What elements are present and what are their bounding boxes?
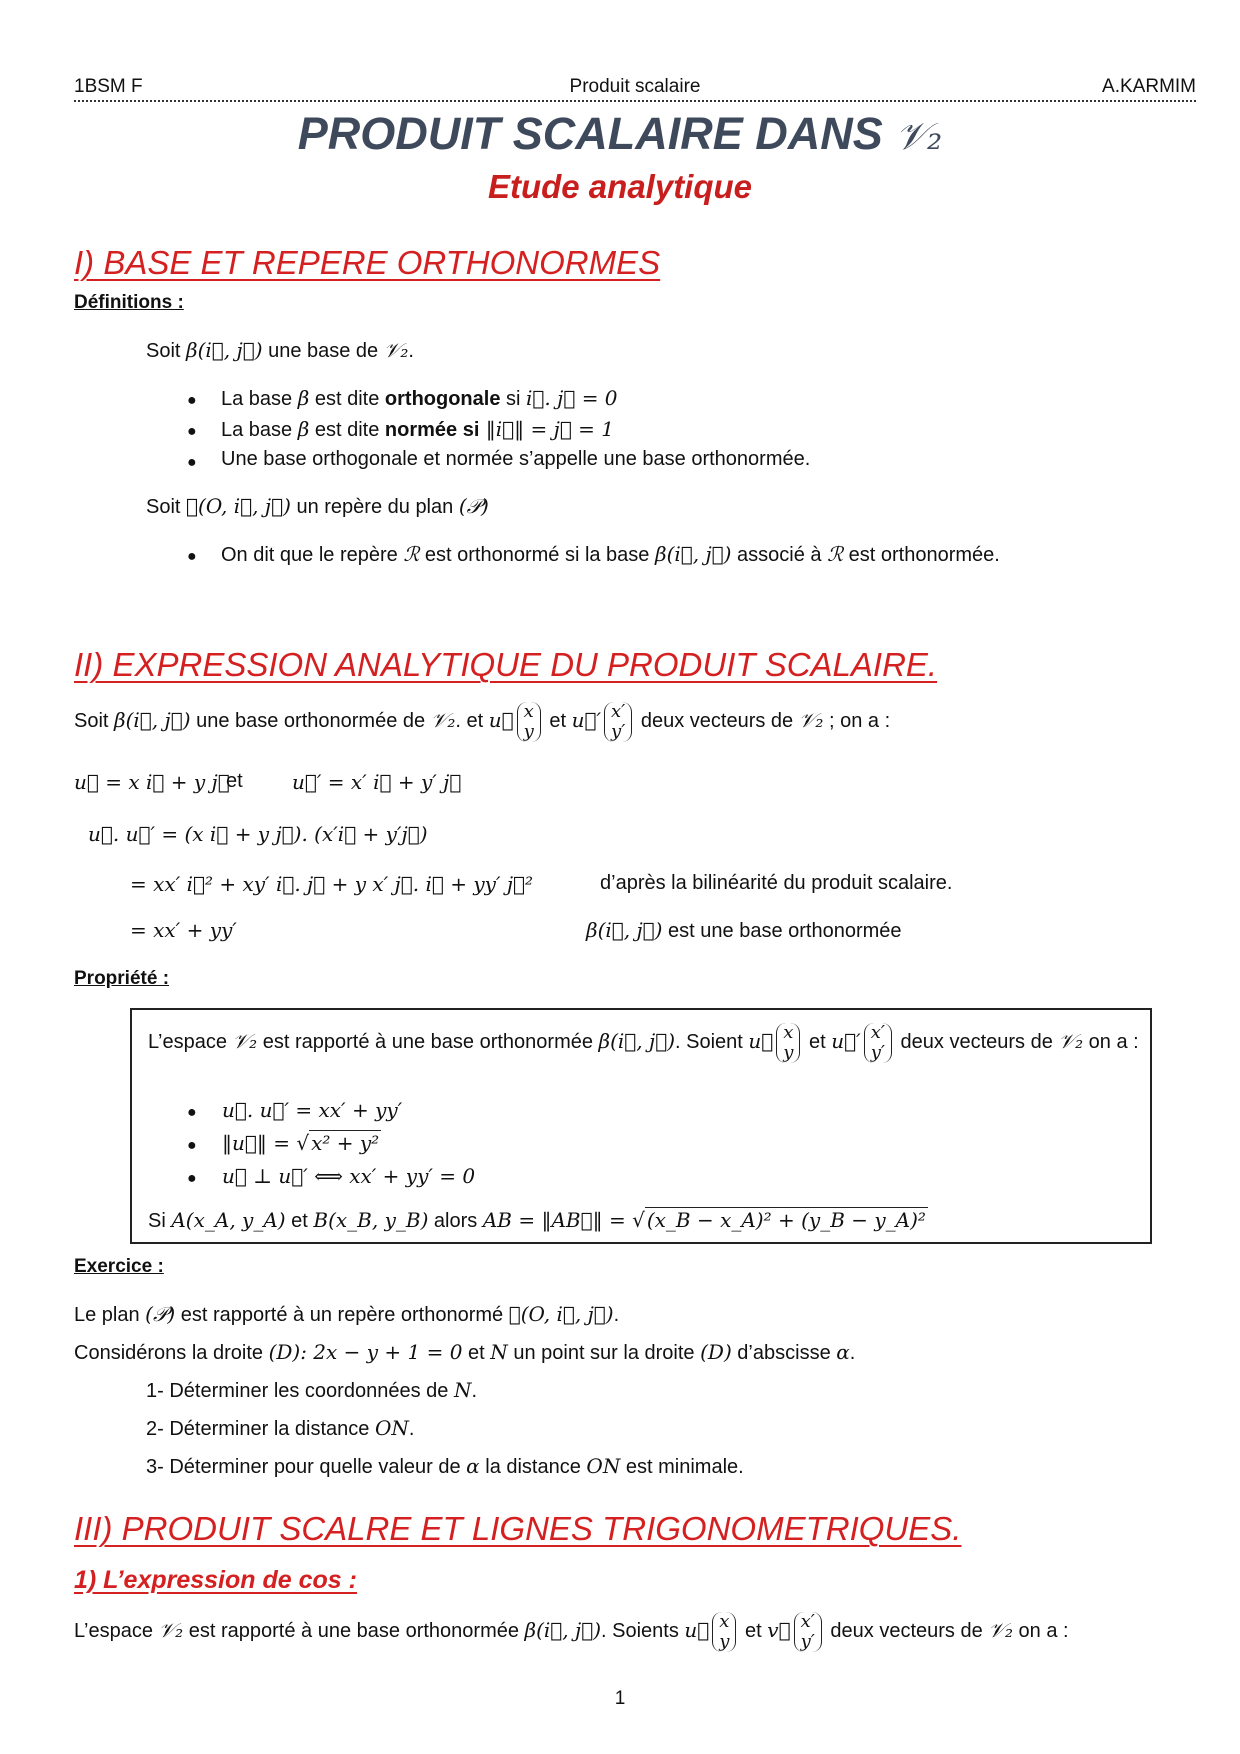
exercise-line-2: Considérons la droite (D): 2x − y + 1 = 0 et N un point sur la droite (D) d’abscisse α. (74, 1340, 856, 1364)
main-title (0, 108, 1240, 160)
definitions-label: Définitions : (74, 292, 184, 313)
property-norm: ‖u⃗‖ = √ x² + y² (222, 1131, 380, 1155)
property-orthogonality: u⃗ ⊥ u⃗′ ⟺ xx′ + yy′ = 0 (222, 1164, 476, 1188)
page-number: 1 (614, 1688, 626, 1709)
cos-intro: L’espace 𝒱₂ est rapporté à une base orthonormée β(i⃗, j⃗). Soients u⃗ x y et v⃗ x′ y′ deux vecteurs de 𝒱₂ on a : (74, 1610, 1069, 1652)
exercise-question-3: 3- Déterminer pour quelle valeur de α la distance ON est minimale. (146, 1454, 744, 1478)
property-distance: Si A(x_A, y_A) et B(x_B, y_B) alors AB = ‖AB⃗‖ = √ (x_B − x_A)² + (y_B − y_A)² (148, 1208, 926, 1232)
bullet-icon: ● (187, 392, 197, 409)
property-box (130, 1008, 1152, 1244)
equation-product: u⃗. u⃗′ = (x i⃗ + y j⃗). (x′i⃗ + y′j⃗) (88, 822, 428, 846)
vector-u-column: x y (776, 1023, 800, 1063)
header-topic: Produit scalaire (569, 76, 701, 97)
exercise-label: Exercice : (74, 1256, 164, 1277)
equation-expanded: = xx′ i⃗² + xy′ i⃗. j⃗ + y x′ j⃗. i⃗ + yy′ j⃗² (130, 872, 534, 896)
header-author: A.KARMIM (1102, 76, 1196, 97)
exercise-question-2: 2- Déterminer la distance ON. (146, 1416, 415, 1440)
header-class: 1BSM F (74, 76, 143, 97)
vector-u-column: x y (517, 702, 541, 742)
bullet-icon: ● (187, 454, 197, 471)
expression-intro: Soit β(i⃗, j⃗) une base orthonormée de 𝒱₂. et u⃗ x y et u⃗′ x′ y′ deux vecteurs de 𝒱₂ ; on a : (74, 700, 891, 742)
exercise-line-1: Le plan (𝒫) est rapporté à un repère orthonormé ℛ(O, i⃗, j⃗). (74, 1302, 620, 1326)
section-2-heading: II) EXPRESSION ANALYTIQUE DU PRODUIT SCALAIRE. (74, 646, 938, 683)
section-3-heading: III) PRODUIT SCALRE ET LIGNES TRIGONOMETRIQUES. (74, 1510, 962, 1547)
vector-u-column: x y (712, 1612, 736, 1652)
definition-orthogonal: La base β est dite orthogonale si i⃗. j⃗ = 0 (221, 386, 618, 410)
page-header (74, 74, 1196, 102)
equation-bilinearity-note: d’après la bilinéarité du produit scalaire. (600, 872, 953, 894)
equation-result: = xx′ + yy′ (130, 918, 237, 942)
property-intro: L’espace 𝒱₂ est rapporté à une base orthonormée β(i⃗, j⃗). Soient u⃗ x y et u⃗′ x′ y′ deux vecteurs de 𝒱₂ on a : (148, 1021, 1139, 1063)
main-title-v2: 𝒱₂ (895, 114, 943, 158)
subsection-cos-heading: 1) L’expression de cos : (74, 1566, 357, 1594)
section-1-heading: I) BASE ET REPERE ORTHONORMES (74, 244, 661, 281)
subtitle: Etude analytique (487, 168, 753, 205)
equation-orthonormal-note: β(i⃗, j⃗) est une base orthonormée (586, 918, 902, 942)
bullet-icon: ● (187, 548, 197, 565)
property-label: Propriété : (74, 968, 170, 989)
bullet-icon: ● (187, 1137, 197, 1154)
definition-line-base: Soit β(i⃗, j⃗) une base de 𝒱₂. (146, 338, 414, 362)
definition-normed: La base β est dite normée si ‖i⃗‖ = j⃗ = 1 (221, 417, 615, 441)
equation-u: u⃗ = x i⃗ + y j⃗ (74, 770, 230, 794)
equation-et: et (226, 770, 243, 792)
main-title-text: PRODUIT SCALAIRE DANS (297, 108, 896, 159)
definition-line-repere: Soit ℛ(O, i⃗, j⃗) un repère du plan (𝒫) (146, 494, 489, 518)
vector-u-prime-column: x′ y′ (604, 702, 632, 742)
bullet-icon: ● (187, 423, 197, 440)
vector-v-column: x′ y′ (794, 1612, 822, 1652)
definition-repere-orthonormal: On dit que le repère ℛ est orthonormé si la base β(i⃗, j⃗) associé à ℛ est orthonormée. (221, 542, 1000, 566)
exercise-question-1: 1- Déterminer les coordonnées de N. (146, 1378, 478, 1402)
vector-u-prime-column: x′ y′ (864, 1023, 892, 1063)
equation-u-prime: u⃗′ = x′ i⃗ + y′ j⃗ (292, 770, 462, 794)
bullet-icon: ● (187, 1170, 197, 1187)
property-scalar-product: u⃗. u⃗′ = xx′ + yy′ (222, 1098, 403, 1122)
bullet-icon: ● (187, 1104, 197, 1121)
definition-orthonormal: Une base orthogonale et normée s’appelle une base orthonormée. (221, 448, 811, 470)
